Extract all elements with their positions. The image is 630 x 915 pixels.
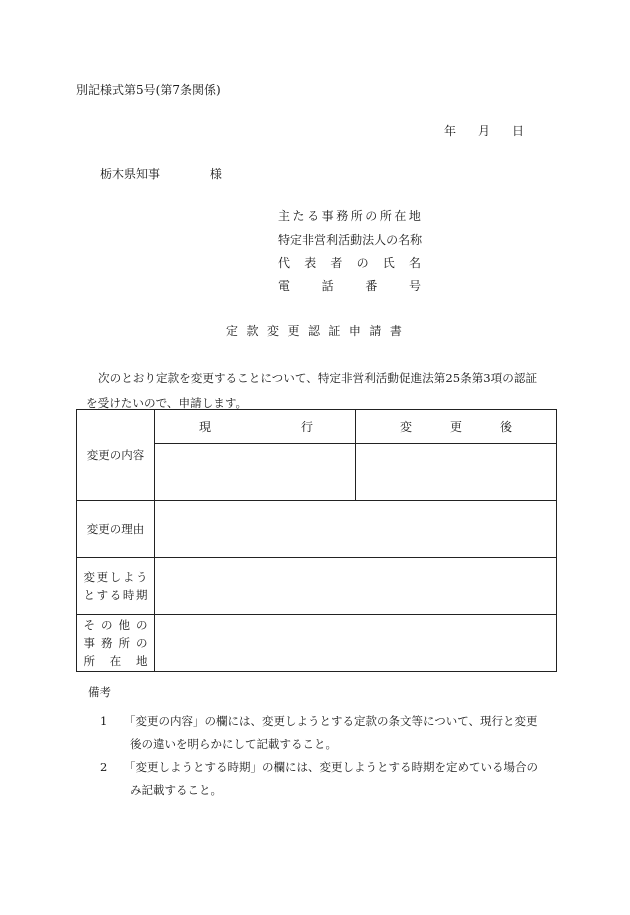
other-office-row bbox=[77, 615, 557, 672]
content-label: 変更の内容 bbox=[86, 448, 145, 462]
change-form-table bbox=[76, 409, 557, 672]
other-office-field[interactable] bbox=[155, 615, 557, 672]
note-line: 「変更の内容」の欄には、変更しようとする定款の条文等について、現行と変更 bbox=[124, 714, 538, 728]
other-office-label-cell bbox=[77, 615, 155, 672]
note-line: み記載すること。 bbox=[130, 783, 222, 797]
applicant-org-name-label: 特 定 非 営 利 活 動 法 人 の 名 称 bbox=[278, 233, 423, 247]
new-content-field[interactable] bbox=[356, 444, 557, 501]
time-field[interactable] bbox=[155, 558, 557, 615]
addressee-name: 栃木県知事 bbox=[100, 167, 161, 181]
form-id: 別記様式第5号(第7条関係) bbox=[76, 83, 221, 97]
note-line: 「変更しようとする時期」の欄には、変更しようとする時期を定めている場合の bbox=[124, 760, 538, 774]
current-content-field[interactable] bbox=[155, 444, 356, 501]
table-header-row bbox=[77, 410, 557, 444]
header-new: 変 更 後 bbox=[400, 420, 512, 434]
date-month: 月 bbox=[478, 124, 491, 138]
content-label-cell bbox=[77, 410, 155, 501]
applicant-phone-label: 電 話 番 号 bbox=[278, 279, 421, 293]
header-current: 現 行 bbox=[199, 420, 313, 434]
addressee bbox=[100, 168, 222, 180]
applicant-representative-label: 代 表 者 の 氏 名 bbox=[278, 256, 421, 270]
addressee-honorific: 様 bbox=[209, 167, 222, 181]
note-line: 後の違いを明らかにして記載すること。 bbox=[130, 737, 337, 751]
time-label: 変 更 し よ う と す る 時 期 bbox=[83, 570, 148, 602]
date-day: 日 bbox=[512, 124, 525, 138]
note-item bbox=[88, 710, 558, 756]
date-line bbox=[444, 125, 524, 137]
note-number: 1 bbox=[100, 714, 108, 728]
time-label-cell bbox=[77, 558, 155, 615]
header-current-cell bbox=[155, 410, 356, 444]
note-item bbox=[88, 756, 558, 802]
applicant-address-label: 主 た る 事 務 所 の 所 在 地 bbox=[278, 209, 421, 223]
reason-field[interactable] bbox=[155, 501, 557, 558]
note-number: 2 bbox=[100, 760, 108, 774]
reason-label: 変更の理由 bbox=[86, 522, 145, 536]
notes-title: 備考 bbox=[88, 685, 111, 699]
time-row bbox=[77, 558, 557, 615]
body-line-1: 次のとおり定款を変更することについて、特定非営利活動促進法第25条第3項の認証 bbox=[98, 371, 538, 385]
reason-label-cell bbox=[77, 501, 155, 558]
body-line-2: を受けたいので、申請します。 bbox=[86, 396, 248, 410]
other-office-label: そ の 他 の 事 務 所 の 所 在 地 bbox=[83, 618, 148, 668]
document-title: 定 款 変 更 認 証 申 請 書 bbox=[226, 324, 402, 338]
date-year: 年 bbox=[444, 124, 457, 138]
notes-section bbox=[88, 684, 558, 802]
reason-row bbox=[77, 501, 557, 558]
header-new-cell bbox=[356, 410, 557, 444]
